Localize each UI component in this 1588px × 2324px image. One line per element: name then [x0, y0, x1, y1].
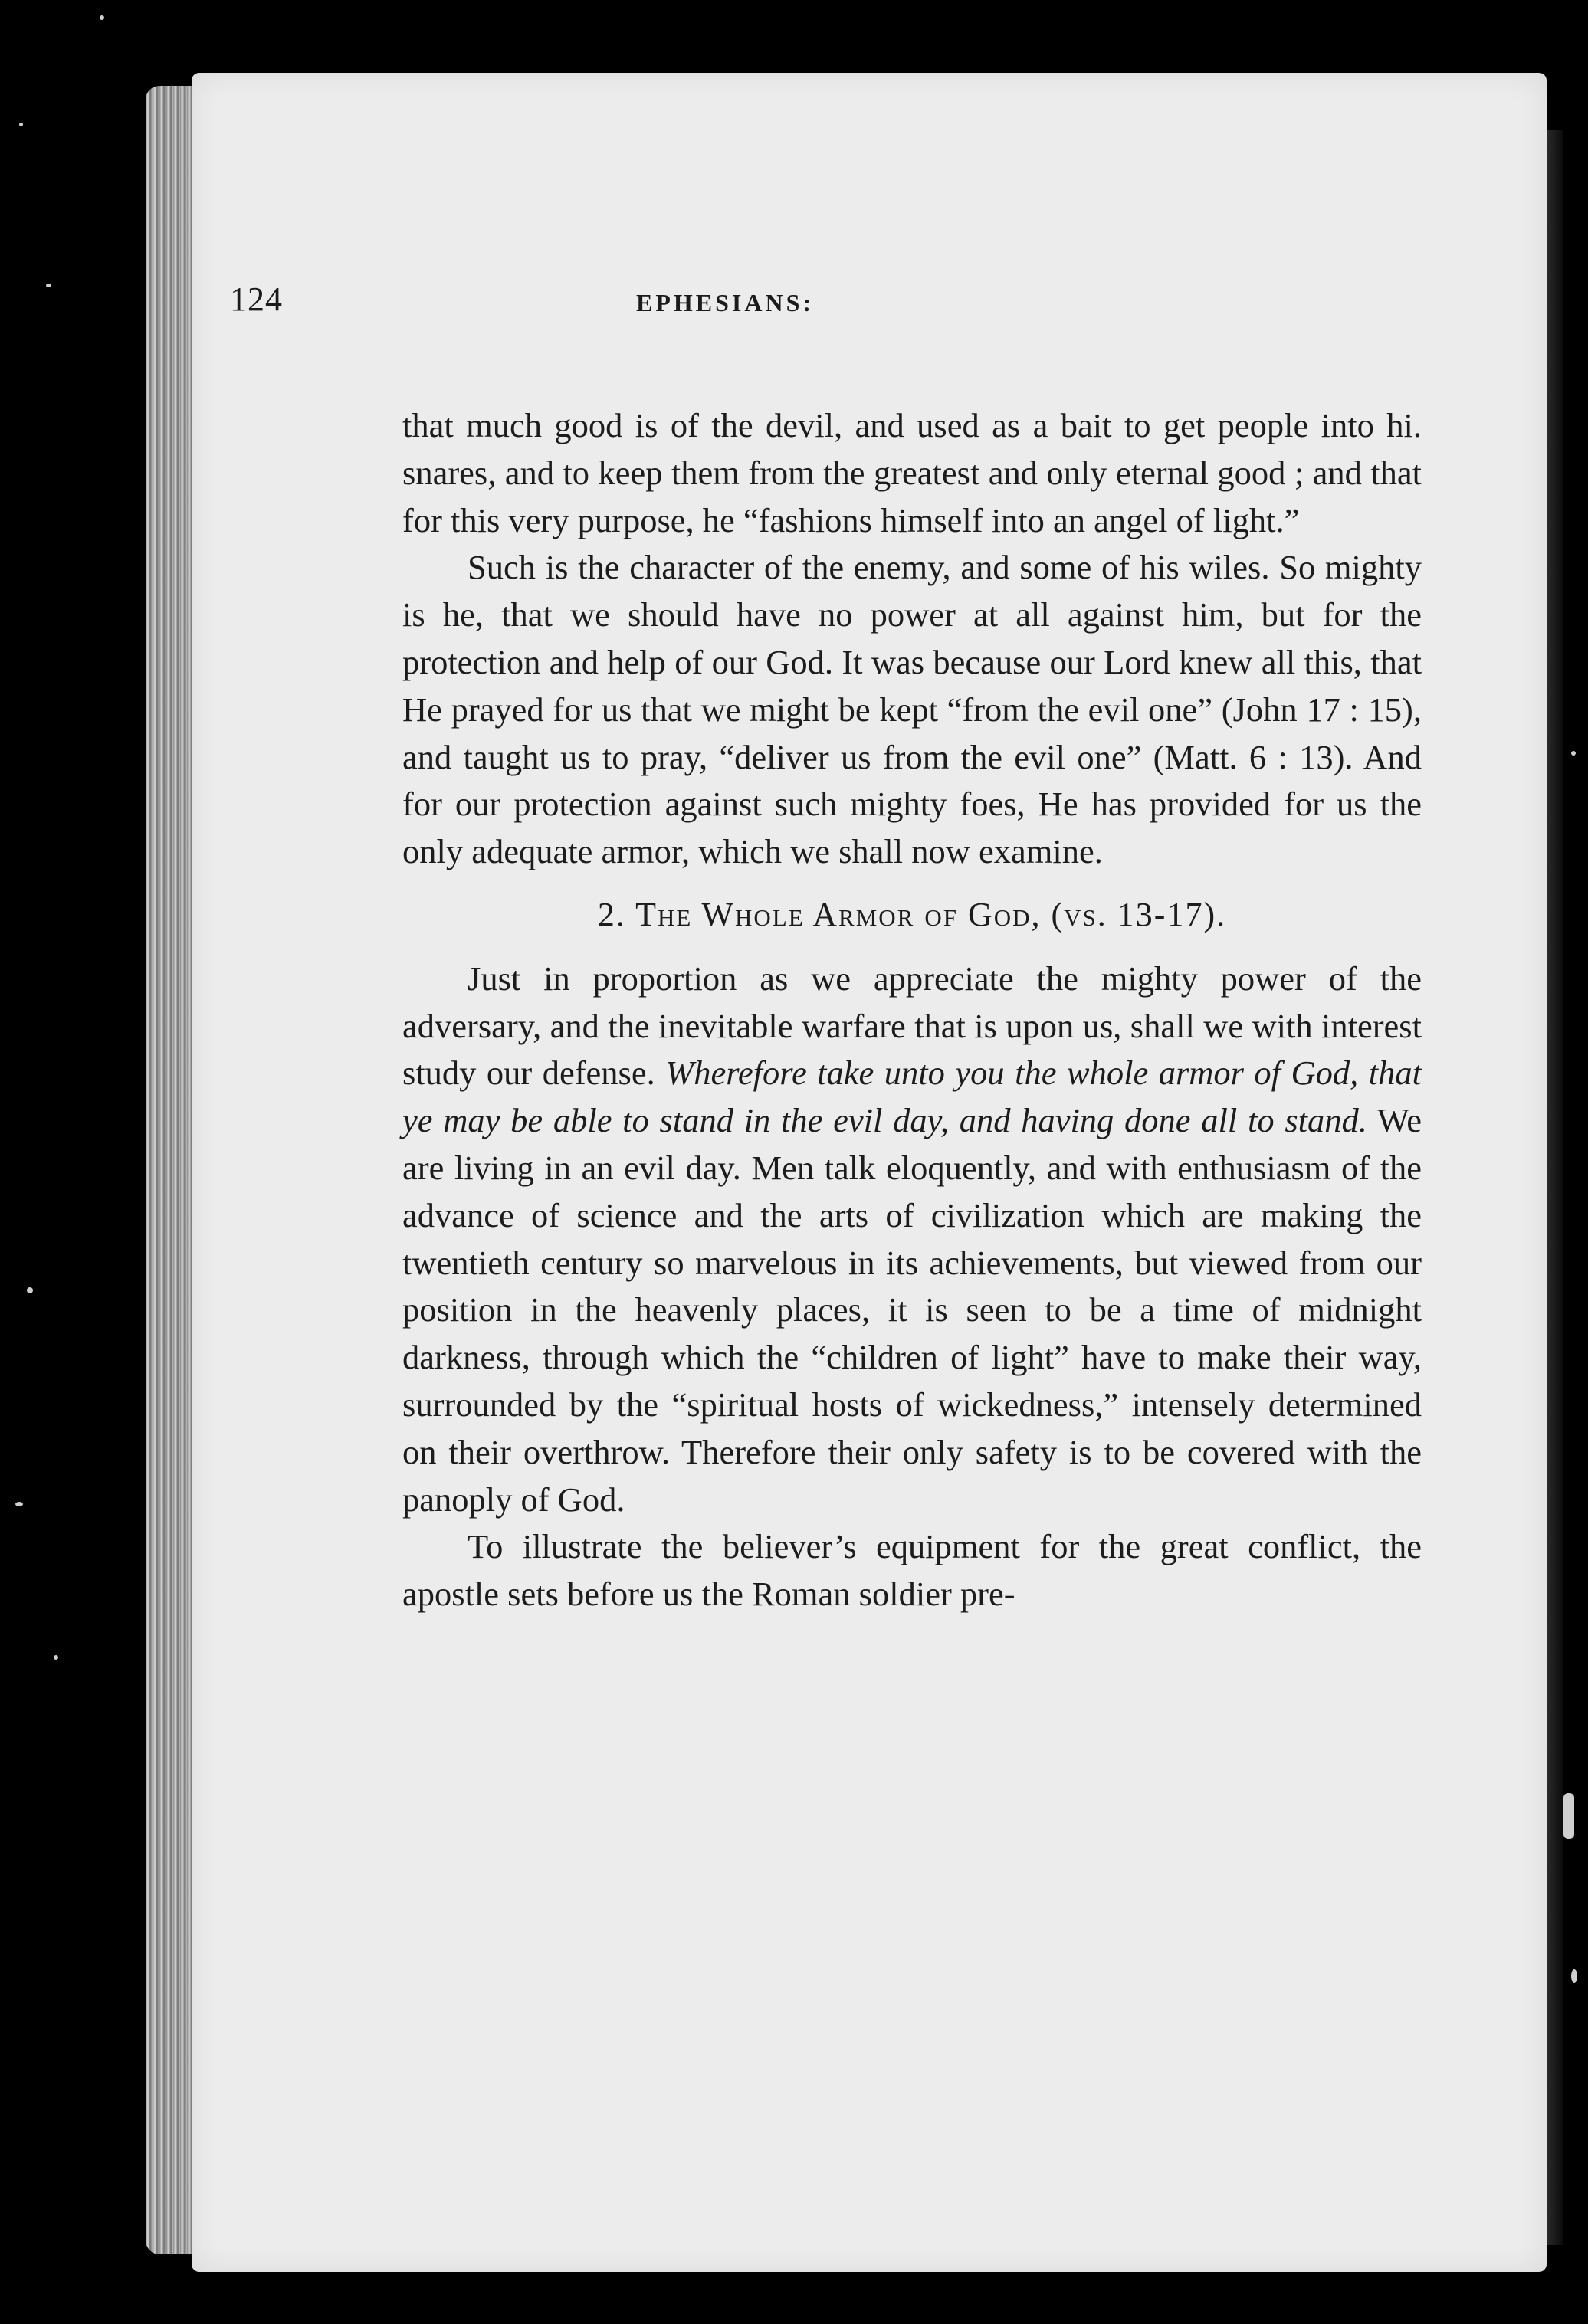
- paragraph: [402, 955, 1422, 1524]
- scan-speck: [1563, 1793, 1574, 1839]
- page-number: 124: [230, 280, 283, 318]
- paragraph-text: We are living in an evil day. Men talk eloquently, and with enthusiasm of the advance of science and the arts of civilization which are making the twentieth century so marvelous in its achievements, but viewed from our position in the heavenly places, it is seen to be a time of midnight darkness, through which the “children of light” have to make their way, surrounded by the “spiritual hosts of wickedness,” intensely determined on their overthrow. Therefore their only safety is to be covered with the panoply of God.: [402, 1101, 1422, 1519]
- paragraph-text: Just in proportion as we appreciate the mighty power of the adversary, and the inevitable warfare that is upon us, shall we with interest study our defense.: [402, 959, 1422, 1093]
- scan-speck: [15, 1502, 23, 1506]
- section-heading: 2. The Whole Armor of God, (vs. 13-17).: [597, 895, 1227, 933]
- scan-speck: [100, 15, 104, 20]
- scan-speck: [1571, 751, 1576, 756]
- paragraph: To illustrate the believer’s equipment for the great conflict, the apostle sets before us the Roman soldier pre-: [402, 1527, 1422, 1614]
- page-header: [230, 280, 1073, 341]
- scan-speck: [19, 123, 23, 126]
- paragraph: Such is the character of the enemy, and some of his wiles. So mighty is he, that we should have no power at all against him, but for the protection and help of our God. It was because our Lord knew all this, that He prayed for us that we might be kept “from the evil one” (John 17 : 15), and taught us to pray, “deliver us from the evil one” (Matt. 6 : 13). And for our protection against such mighty foes, He has provided for us the only adequate armor, which we shall now examine.: [402, 548, 1422, 871]
- page-body: [402, 402, 1422, 1618]
- scan-speck: [54, 1655, 58, 1660]
- scan-speck: [27, 1287, 33, 1293]
- scripture-quote: Wherefore take unto you the whole armor of God, that ye may be able to stand in the evil day, and having done all to stand.: [402, 1054, 1422, 1140]
- running-head: EPHESIANS:: [636, 289, 815, 316]
- paragraph: that much good is of the devil, and used as a bait to get people into hi. snares, and to keep them from the greatest and only eternal good ; and that for this very purpose, he “fashions himself into an angel of light.”: [402, 406, 1422, 539]
- scan-speck: [1571, 1969, 1577, 1983]
- scan-speck: [46, 284, 51, 287]
- page-gutter-shadow: [1547, 130, 1563, 2245]
